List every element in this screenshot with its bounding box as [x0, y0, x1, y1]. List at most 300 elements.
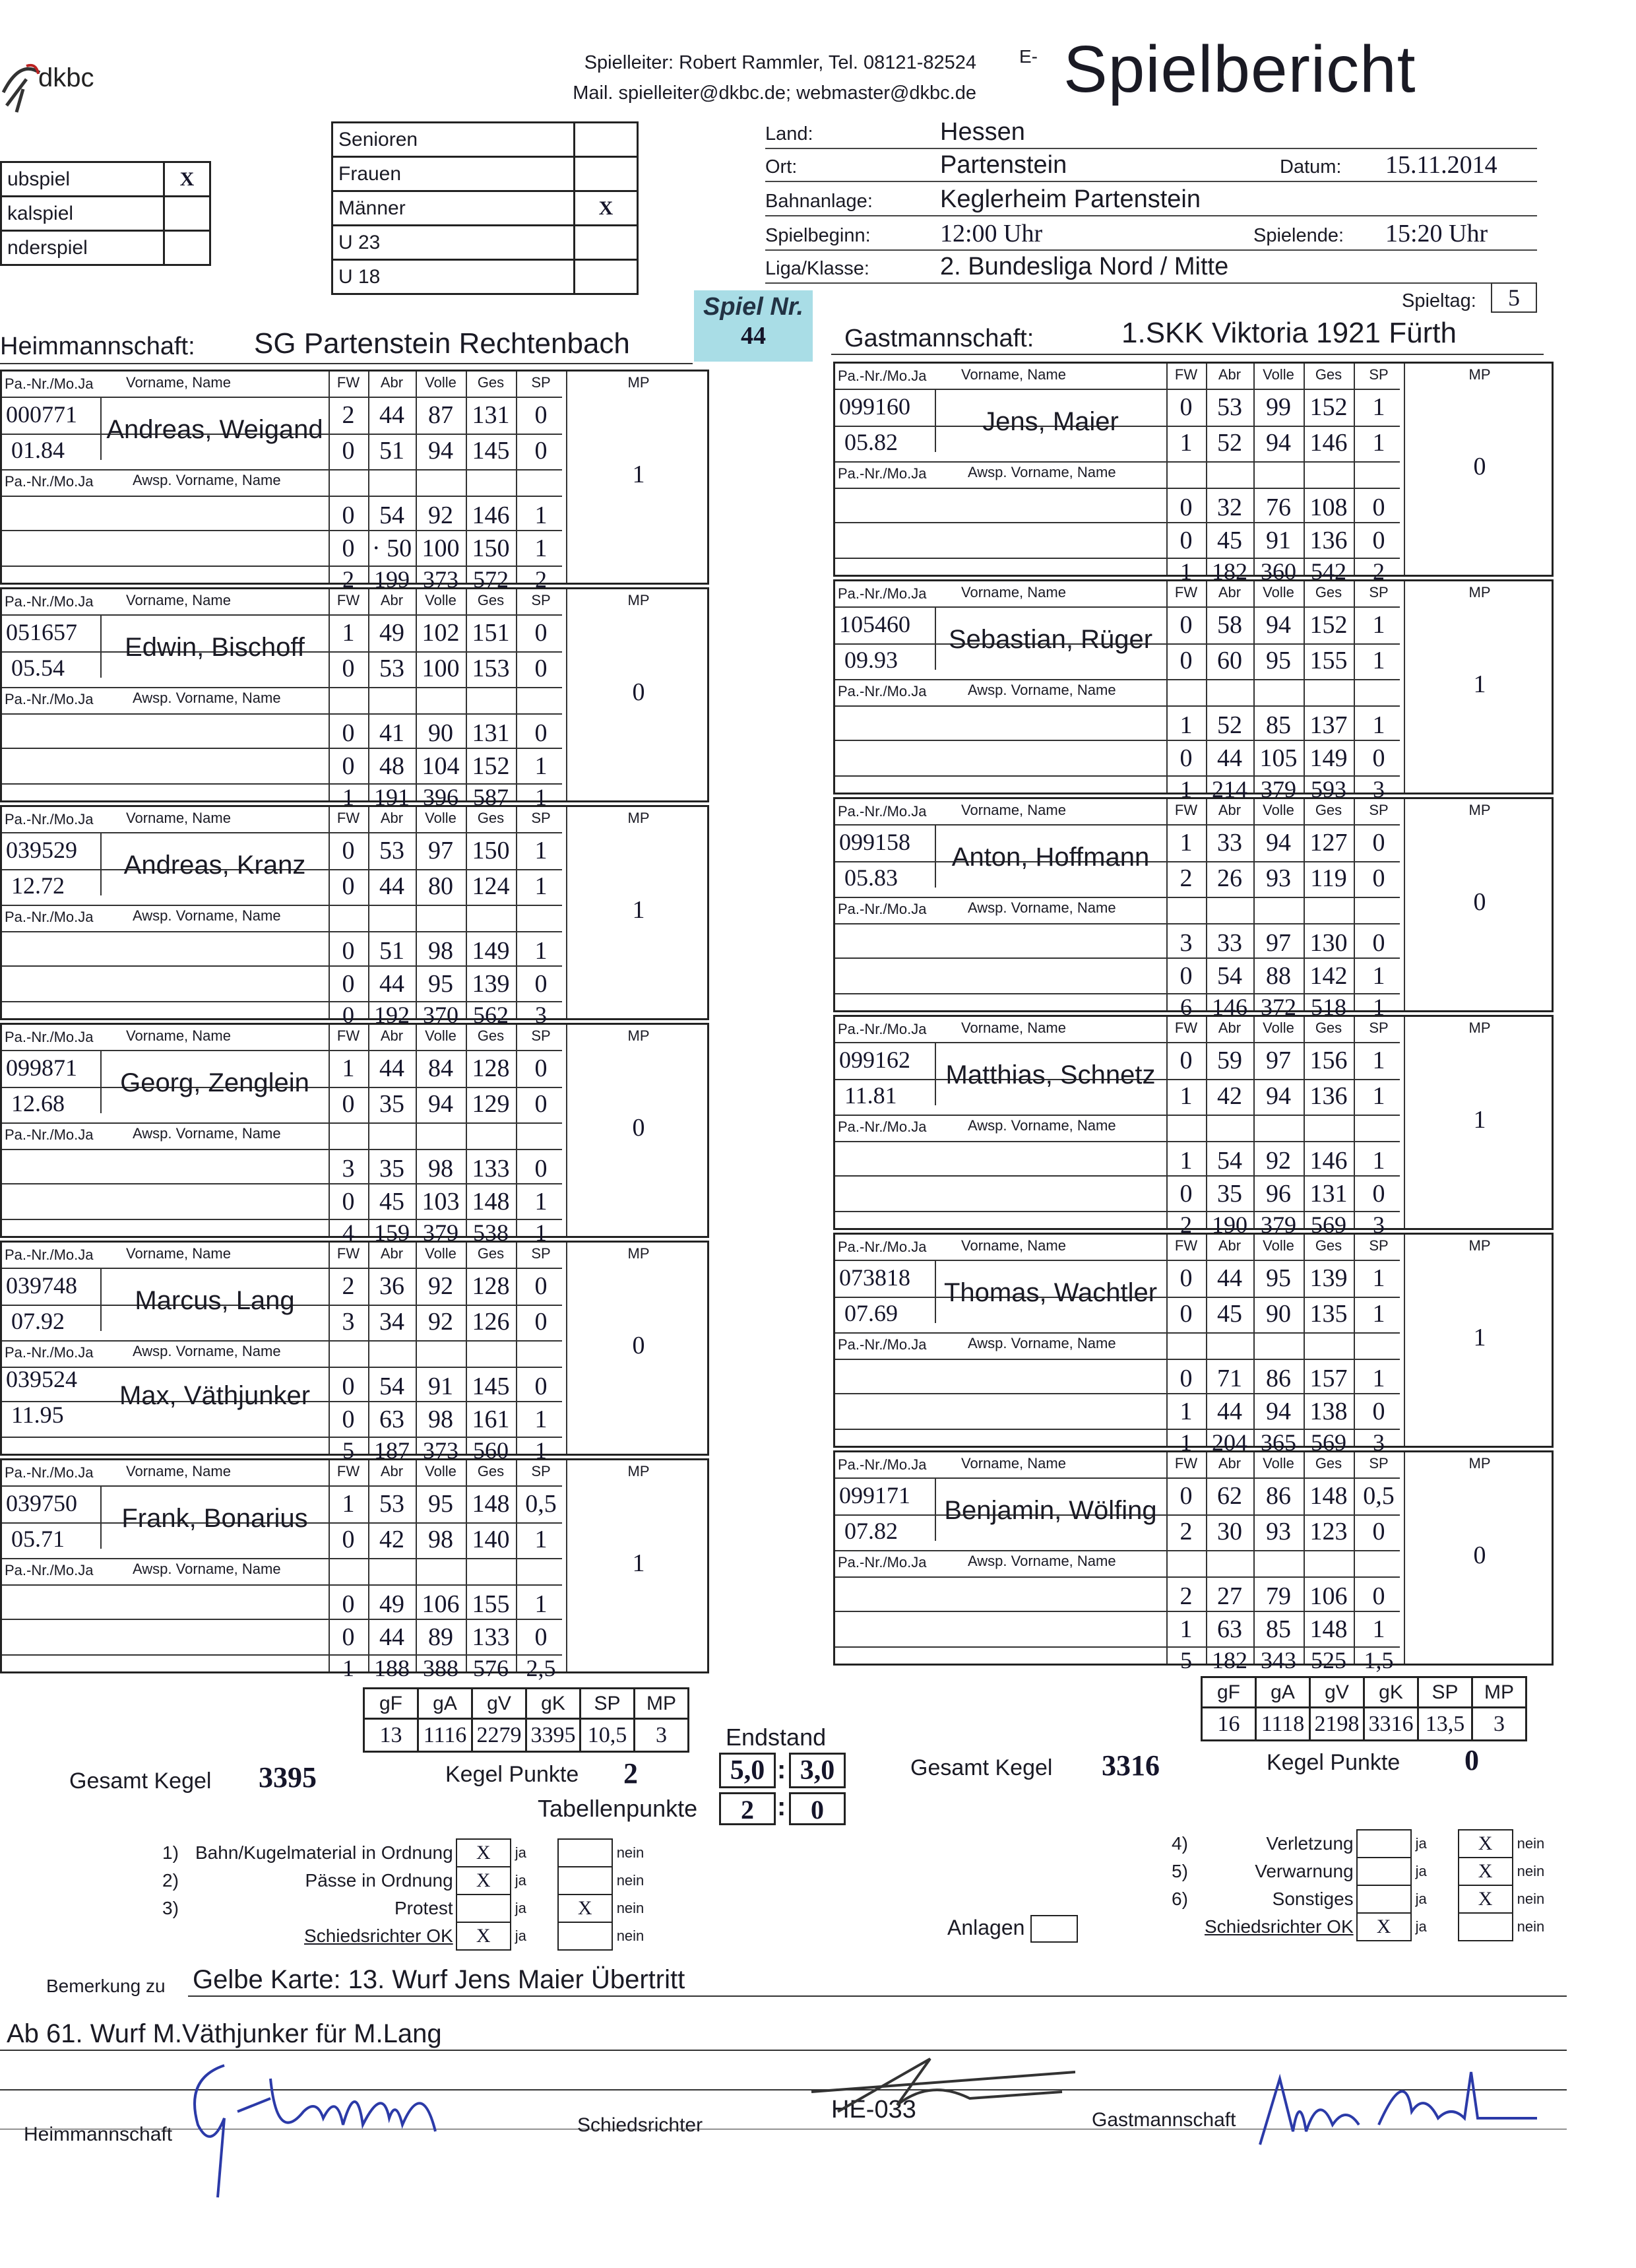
check-label: Pässe in Ordnung: [305, 1870, 453, 1891]
home-totals-value: 10,5: [581, 1719, 635, 1752]
info-liga: [765, 251, 1537, 284]
home-score-cell: 1: [534, 535, 548, 562]
guest-score-cell: 0: [1372, 1518, 1385, 1545]
home-score-cell: 87: [428, 401, 453, 429]
guest-score-cell: 94: [1266, 1082, 1291, 1110]
check-label: Verwarnung: [1255, 1861, 1354, 1881]
guest-mp-value: 0: [1473, 453, 1486, 480]
ja-label: ja: [515, 1928, 526, 1944]
home-left-hline: [2, 1558, 329, 1559]
home-score-cell: 129: [472, 1090, 510, 1118]
check-label: Sonstiges: [1272, 1889, 1354, 1909]
guest-team-name: 1.SKK Viktoria 1921 Fürth: [1121, 317, 1457, 349]
guest-volle-header: Volle: [1263, 1237, 1294, 1254]
home-name-header: Vorname, Name: [126, 1027, 231, 1044]
endstand-home: 5,0: [719, 1753, 776, 1788]
home-grid-hline: [2, 1183, 562, 1184]
liga-value: 2. Bundesliga Nord / Mitte: [940, 253, 1229, 280]
guest-total-cell: 379: [1261, 1212, 1296, 1238]
nein-label: nein: [616, 1928, 645, 1944]
home-score-cell: 0: [342, 655, 355, 682]
guest-score-cell: 0: [1180, 494, 1193, 521]
check-nein-box: X: [1459, 1830, 1513, 1858]
home-player-block: [0, 1241, 709, 1464]
home-ges-header: Ges: [477, 592, 505, 608]
spiel-nr-box: [694, 290, 813, 362]
category-mark: [575, 157, 638, 191]
home-player-moja: 05.54: [11, 655, 65, 681]
home-awsp-pa-header: Pa.-Nr./Mo.Ja: [5, 909, 94, 925]
ja-label: ja: [515, 1872, 526, 1889]
home-volle-header: Volle: [425, 592, 456, 608]
guest-total-cell: 214: [1212, 776, 1247, 802]
guest-score-cell: 62: [1217, 1482, 1242, 1510]
home-total-cell: 576: [473, 1655, 509, 1681]
bahn-label: Bahnanlage:: [765, 191, 873, 212]
guest-fw-header: FW: [1174, 802, 1198, 818]
guest-totals-header: SP: [1418, 1677, 1472, 1708]
home-score-cell: 0: [342, 1188, 355, 1215]
home-total-cell: 2,5: [526, 1655, 556, 1681]
game-type-label: kalspiel: [1, 197, 164, 231]
tab-guest: 0: [789, 1792, 846, 1825]
contact-line-2: Mail. spielleiter@dkbc.de; webmaster@dkbc.de: [573, 82, 976, 104]
ort-value: Partenstein: [940, 151, 1067, 179]
guest-total-cell: 372: [1261, 994, 1296, 1020]
guest-total-cell: 542: [1311, 558, 1346, 585]
home-gesamt-value: 3395: [259, 1761, 317, 1794]
guest-abr-header: Abr: [1218, 802, 1242, 818]
guest-score-cell: 135: [1309, 1300, 1348, 1328]
home-score-cell: 1: [534, 1526, 548, 1553]
guest-player-block: [833, 1015, 1554, 1238]
home-awsp-pa-header: Pa.-Nr./Mo.Ja: [5, 1562, 94, 1578]
guest-name-header: Vorname, Name: [961, 1020, 1066, 1036]
guest-score-cell: 44: [1217, 1398, 1242, 1425]
home-name-header: Vorname, Name: [126, 374, 231, 391]
anlagen-label: Anlagen: [947, 1916, 1025, 1939]
home-score-cell: 124: [472, 872, 510, 900]
beginn-label: Spielbeginn:: [765, 225, 871, 246]
guest-score-cell: 148: [1309, 1615, 1348, 1643]
guest-score-cell: 127: [1309, 829, 1348, 857]
home-score-cell: 1: [342, 1490, 355, 1518]
home-score-cell: 0: [534, 619, 548, 647]
home-grid-hline: [2, 713, 562, 715]
home-player-moja: 12.68: [11, 1090, 65, 1117]
home-score-cell: 34: [379, 1308, 404, 1336]
home-sp-header: SP: [531, 1245, 551, 1262]
guest-score-cell: 30: [1217, 1518, 1242, 1545]
guest-awsp-pa-header: Pa.-Nr./Mo.Ja: [838, 901, 927, 917]
home-total-cell: 2: [342, 566, 354, 593]
guest-score-cell: 52: [1217, 711, 1242, 739]
game-type-mark: [164, 231, 210, 265]
home-score-cell: 104: [422, 752, 460, 780]
guest-mp-value: 1: [1473, 670, 1486, 698]
guest-ges-header: Ges: [1315, 1020, 1342, 1036]
guest-score-cell: 0: [1372, 929, 1385, 957]
guest-abr-header: Abr: [1218, 1455, 1242, 1472]
guest-awsp-pa-header: Pa.-Nr./Mo.Ja: [838, 465, 927, 482]
game-type-label: ubspiel: [1, 162, 164, 197]
home-score-cell: 103: [422, 1188, 460, 1215]
land-value: Hessen: [940, 118, 1025, 146]
guest-score-cell: 0: [1372, 1582, 1385, 1610]
home-score-cell: 150: [472, 837, 510, 864]
ja-label: ja: [1415, 1863, 1427, 1879]
home-fw-header: FW: [336, 810, 360, 826]
home-mp-header: MP: [627, 1463, 650, 1479]
home-total-cell: 388: [423, 1655, 458, 1681]
home-player-pnr: 039750: [6, 1490, 77, 1516]
guest-score-cell: 1: [1180, 1082, 1193, 1110]
guest-score-cell: 0: [1180, 647, 1193, 674]
guest-score-cell: 59: [1217, 1047, 1242, 1074]
guest-left-hline: [835, 1550, 1166, 1551]
home-score-cell: 126: [472, 1308, 510, 1336]
home-score-cell: · 50: [371, 535, 412, 562]
check-nein-box: X: [558, 1895, 612, 1922]
guest-total-cell: 3: [1373, 1429, 1385, 1456]
guest-sp-header: SP: [1369, 802, 1389, 818]
home-mp-value: 0: [632, 1332, 645, 1359]
guest-awsp-header: Awsp. Vorname, Name: [968, 464, 1116, 480]
guest-left-hline: [835, 389, 1166, 390]
home-player-name: Marcus, Lang: [135, 1286, 295, 1315]
guest-score-cell: 0: [1180, 393, 1193, 421]
check-ja-box: [1357, 1830, 1411, 1858]
guest-total-cell: 1: [1180, 1429, 1192, 1456]
home-score-cell: 0: [534, 1308, 548, 1336]
guest-grid-hline: [835, 957, 1400, 959]
guest-abr-header: Abr: [1218, 366, 1242, 383]
home-left-hline: [2, 1122, 329, 1124]
home-score-cell: 0: [534, 1373, 548, 1400]
guest-left-hline: [835, 1477, 1166, 1479]
check-nein-box: [558, 1839, 612, 1867]
tab-colon: :: [777, 1792, 786, 1821]
guest-score-cell: 0: [1180, 1264, 1193, 1292]
home-kp-label: Kegel Punkte: [445, 1762, 579, 1787]
guest-name-header: Vorname, Name: [961, 1237, 1066, 1254]
guest-player-block: [833, 1450, 1554, 1673]
home-grid-hline: [2, 1367, 562, 1368]
nein-label: nein: [616, 1844, 645, 1861]
guest-sp-header: SP: [1369, 1455, 1389, 1472]
guest-player-name: Matthias, Schnetz: [945, 1060, 1156, 1089]
home-mp-value: 0: [632, 1114, 645, 1142]
guest-score-cell: 139: [1309, 1264, 1348, 1292]
home-grid-hline: [2, 748, 562, 749]
home-team-underline: [0, 363, 693, 364]
check-nein-box: [558, 1922, 612, 1950]
guest-volle-header: Volle: [1263, 584, 1294, 600]
guest-score-cell: 79: [1266, 1582, 1291, 1610]
guest-left-hline: [835, 461, 1166, 463]
guest-totals-value: 2198: [1310, 1708, 1364, 1741]
home-score-cell: 1: [534, 752, 548, 780]
guest-total-cell: 204: [1212, 1429, 1247, 1456]
home-player-name: Andreas, Weigand: [106, 415, 323, 444]
guest-score-cell: 1: [1180, 829, 1193, 857]
home-score-cell: 0: [534, 1054, 548, 1082]
home-score-cell: 0: [342, 970, 355, 998]
home-total-cell: 587: [473, 784, 509, 810]
guest-score-cell: 152: [1309, 611, 1348, 639]
game-type-table: [0, 161, 211, 266]
home-totals-header: gV: [472, 1689, 526, 1719]
home-name-header: Vorname, Name: [126, 810, 231, 826]
home-awsp-pa-header: Pa.-Nr./Mo.Ja: [5, 473, 94, 490]
home-score-cell: 84: [428, 1054, 453, 1082]
contact-info: [455, 48, 976, 108]
home-grid-hline: [2, 965, 562, 967]
guest-score-cell: 2: [1180, 1582, 1193, 1610]
guest-score-cell: 86: [1266, 1482, 1291, 1510]
home-score-cell: 44: [379, 1054, 404, 1082]
category-mark: [575, 226, 638, 260]
home-score-cell: 35: [379, 1155, 404, 1183]
home-volle-header: Volle: [425, 1245, 456, 1262]
home-score-cell: 1: [534, 1188, 548, 1215]
home-score-cell: 94: [428, 437, 453, 465]
home-sp-header: SP: [531, 1463, 551, 1479]
home-score-cell: 100: [422, 655, 460, 682]
guest-grid-hline: [835, 1141, 1400, 1142]
home-score-cell: 97: [428, 837, 453, 864]
home-score-cell: 149: [472, 937, 510, 965]
guest-total-cell: 3: [1373, 776, 1385, 802]
guest-totals-value: 13,5: [1418, 1708, 1472, 1741]
bahn-value: Keglerheim Partenstein: [940, 185, 1201, 213]
guest-score-cell: 1: [1372, 962, 1385, 990]
home-score-cell: 155: [472, 1590, 510, 1618]
home-sp-header: SP: [531, 1027, 551, 1044]
home-awsp-pa-header: Pa.-Nr./Mo.Ja: [5, 691, 94, 707]
category-mark: X: [575, 191, 638, 226]
home-score-cell: 0: [342, 872, 355, 900]
guest-mp-header: MP: [1468, 584, 1491, 600]
home-ges-header: Ges: [477, 1463, 505, 1479]
guest-player-name: Benjamin, Wölfing: [944, 1496, 1157, 1525]
category-label: Frauen: [332, 157, 575, 191]
home-score-cell: 90: [428, 719, 453, 747]
guest-mp-header: MP: [1468, 366, 1491, 383]
guest-grid-hline: [835, 923, 1400, 924]
home-score-cell: 1: [534, 872, 548, 900]
home-total-cell: 191: [374, 784, 410, 810]
home-score-cell: 53: [379, 837, 404, 864]
guest-ges-header: Ges: [1315, 1455, 1342, 1472]
home-score-cell: 44: [379, 872, 404, 900]
guest-team-underline: [831, 354, 1544, 355]
home-totals-value: 1116: [418, 1719, 472, 1752]
sig-ref-code: HE-033: [831, 2096, 916, 2123]
home-totals-header: gA: [418, 1689, 472, 1719]
guest-awsp-pa-header: Pa.-Nr./Mo.Ja: [838, 683, 927, 699]
guest-score-cell: 0: [1180, 1047, 1193, 1074]
home-awsp-pa-header: Pa.-Nr./Mo.Ja: [5, 1344, 94, 1361]
guest-score-cell: 131: [1309, 1180, 1348, 1208]
nein-label: nein: [1517, 1835, 1545, 1852]
home-score-cell: 63: [379, 1406, 404, 1433]
home-player-pnr: 099871: [6, 1054, 77, 1081]
guest-score-cell: 1: [1372, 1365, 1385, 1392]
guest-score-cell: 136: [1309, 1082, 1348, 1110]
nein-label: nein: [1517, 1918, 1545, 1935]
guest-left-hline: [835, 1332, 1166, 1334]
home-player-block: [0, 587, 709, 810]
guest-total-cell: 146: [1212, 994, 1247, 1020]
guest-score-cell: 76: [1266, 494, 1291, 521]
home-mp-header: MP: [627, 374, 650, 391]
guest-score-cell: 0: [1372, 494, 1385, 521]
guest-fw-header: FW: [1174, 1020, 1198, 1036]
home-sp-header: SP: [531, 374, 551, 391]
guest-score-cell: 53: [1217, 393, 1242, 421]
guest-score-cell: 0: [1180, 962, 1193, 990]
guest-total-cell: 182: [1212, 558, 1247, 585]
guest-score-cell: 1: [1372, 1615, 1385, 1643]
bemerkung-line: [188, 1995, 1567, 1997]
home-player-name: Andreas, Kranz: [123, 851, 306, 880]
home-player-pnr: 051657: [6, 619, 77, 645]
guest-pa-header: Pa.-Nr./Mo.Ja: [838, 585, 927, 602]
home-pa-header: Pa.-Nr./Mo.Ja: [5, 1029, 94, 1045]
home-score-cell: 98: [428, 1526, 453, 1553]
check-label: Verletzung: [1266, 1833, 1354, 1854]
guest-volle-header: Volle: [1263, 1020, 1294, 1036]
guest-score-cell: 0,5: [1363, 1482, 1395, 1510]
category-label: U 23: [332, 226, 575, 260]
home-left-hline: [2, 1340, 329, 1342]
category-mark: [575, 260, 638, 294]
home-total-cell: 159: [374, 1219, 410, 1246]
guest-mp-header: MP: [1468, 1237, 1491, 1254]
home-score-cell: 0: [342, 837, 355, 864]
guest-player-moja: 07.82: [844, 1518, 898, 1544]
guest-player-pnr: 099160: [839, 393, 910, 420]
guest-grid-hline: [835, 488, 1400, 489]
home-player-pnr: 039748: [6, 1272, 77, 1299]
guest-mp-value: 1: [1473, 1106, 1486, 1134]
home-fw-header: FW: [336, 1463, 360, 1479]
home-total-cell: 379: [423, 1219, 458, 1246]
guest-score-cell: 1: [1372, 1147, 1385, 1175]
checks-left: [158, 1838, 660, 1951]
guest-player-block: [833, 1233, 1554, 1456]
guest-kp-label: Kegel Punkte: [1267, 1750, 1400, 1775]
guest-score-cell: 1: [1180, 1398, 1193, 1425]
guest-total-cell: 569: [1311, 1212, 1346, 1238]
endstand-label: Endstand: [726, 1724, 827, 1751]
guest-score-cell: 94: [1266, 429, 1291, 457]
home-pa-header: Pa.-Nr./Mo.Ja: [5, 811, 94, 827]
beginn-value: 12:00 Uhr: [940, 220, 1043, 247]
datum-label: Datum:: [1280, 156, 1342, 178]
guest-player-pnr: 099158: [839, 829, 910, 855]
check-nein-box: X: [1459, 1858, 1513, 1885]
home-score-cell: 0: [534, 655, 548, 682]
guest-score-cell: 136: [1309, 527, 1348, 554]
endstand-guest: 3,0: [789, 1753, 846, 1788]
info-beginn: [765, 218, 1537, 251]
home-mp-header: MP: [627, 1245, 650, 1262]
guest-player-block: [833, 579, 1554, 802]
home-score-cell: 44: [379, 1623, 404, 1651]
guest-total-cell: 1: [1373, 994, 1385, 1020]
home-ges-header: Ges: [477, 1027, 505, 1044]
home-score-cell: 161: [472, 1406, 510, 1433]
home-player-moja: 05.71: [11, 1526, 65, 1552]
guest-score-cell: 42: [1217, 1082, 1242, 1110]
guest-score-cell: 156: [1309, 1047, 1348, 1074]
guest-player-pnr: 099162: [839, 1047, 910, 1073]
guest-player-moja: 07.69: [844, 1300, 898, 1326]
guest-player-pnr: 073818: [839, 1264, 910, 1291]
guest-score-cell: 146: [1309, 1147, 1348, 1175]
guest-score-cell: 93: [1266, 1518, 1291, 1545]
guest-grid-hline: [835, 1175, 1400, 1177]
guest-awsp-pa-header: Pa.-Nr./Mo.Ja: [838, 1118, 927, 1135]
home-grid-hline: [2, 1584, 562, 1586]
guest-score-cell: 1: [1372, 611, 1385, 639]
home-score-cell: 91: [428, 1373, 453, 1400]
home-score-cell: 2: [342, 1272, 355, 1300]
guest-score-cell: 146: [1309, 429, 1348, 457]
guest-left-hline: [835, 1260, 1166, 1261]
guest-total-cell: 2: [1373, 558, 1385, 585]
home-mp-header: MP: [627, 592, 650, 608]
guest-score-cell: 54: [1217, 962, 1242, 990]
guest-score-cell: 27: [1217, 1582, 1242, 1610]
guest-totals-header: gK: [1364, 1677, 1418, 1708]
home-score-cell: 102: [422, 619, 460, 647]
guest-score-cell: 26: [1217, 864, 1242, 892]
home-awsp-pnr: 039524: [6, 1366, 77, 1392]
home-player-name: Edwin, Bischoff: [125, 633, 305, 662]
home-sp-header: SP: [531, 592, 551, 608]
home-total-cell: 560: [473, 1437, 509, 1464]
guest-mp-value: 0: [1473, 1541, 1486, 1569]
home-score-cell: 106: [422, 1590, 460, 1618]
home-abr-header: Abr: [380, 1245, 404, 1262]
sig-home-label: Heimmannschaft: [24, 2123, 173, 2145]
home-score-cell: 1: [342, 1054, 355, 1082]
home-fw-header: FW: [336, 1245, 360, 1262]
nein-label: nein: [1517, 1891, 1545, 1907]
guest-player-block: [833, 362, 1554, 585]
home-score-cell: 54: [379, 1373, 404, 1400]
home-ges-header: Ges: [477, 1245, 505, 1262]
guest-total-cell: 5: [1180, 1647, 1192, 1673]
home-score-cell: 0: [342, 752, 355, 780]
category-table: [331, 121, 639, 295]
guest-score-cell: 35: [1217, 1180, 1242, 1208]
guest-player-name: Jens, Maier: [982, 407, 1119, 436]
home-totals-table: [363, 1687, 689, 1753]
check-number: [158, 1922, 191, 1950]
home-score-cell: 0: [342, 1623, 355, 1651]
home-total-cell: 562: [473, 1002, 509, 1028]
home-pa-header: Pa.-Nr./Mo.Ja: [5, 593, 94, 610]
guest-score-cell: 44: [1217, 1264, 1242, 1292]
home-abr-header: Abr: [380, 1027, 404, 1044]
home-score-cell: 3: [342, 1308, 355, 1336]
home-team-name: SG Partenstein Rechtenbach: [254, 327, 630, 360]
guest-total-cell: 1,5: [1364, 1647, 1394, 1673]
